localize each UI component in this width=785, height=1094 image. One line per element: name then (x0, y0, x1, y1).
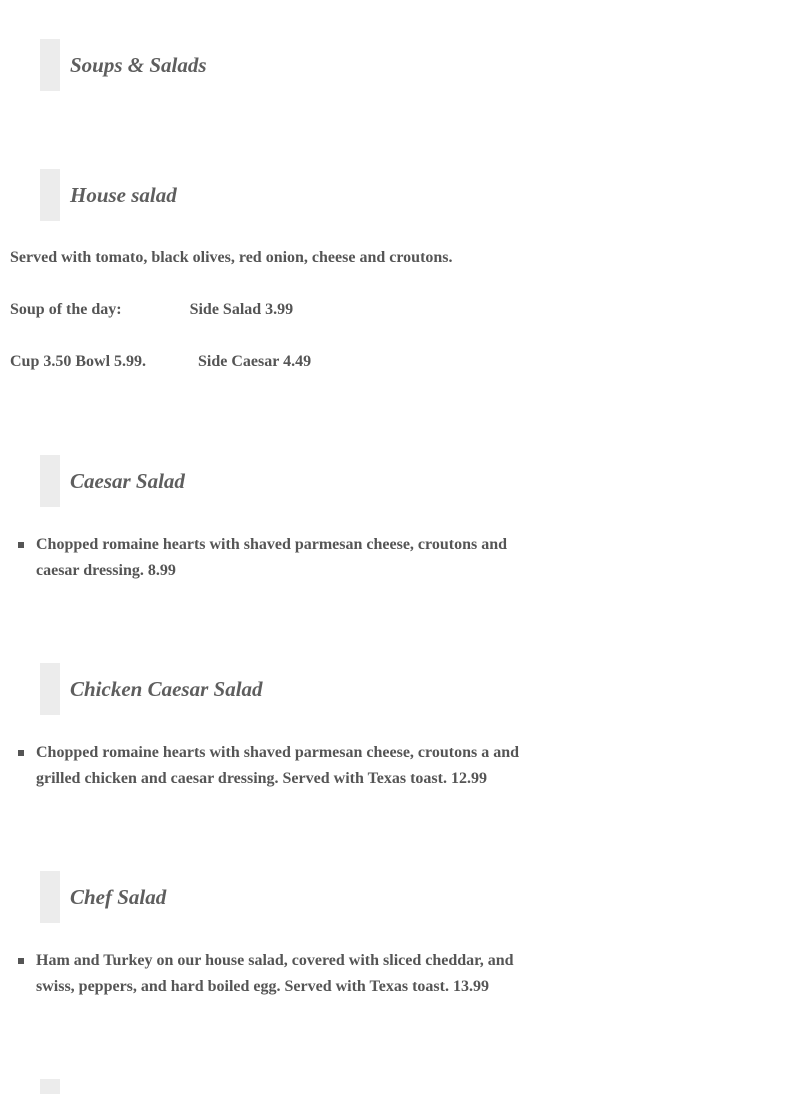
side-caesar-price: Side Caesar 4.49 (198, 353, 312, 370)
list-item (18, 948, 528, 1000)
section-heading-caesar-salad (40, 455, 185, 507)
heading-accent-bar (40, 871, 60, 923)
section-heading-house-salad (40, 169, 177, 221)
house-salad-cup-line (10, 353, 311, 371)
bullet-square-icon (18, 750, 24, 756)
heading-title: Chef Salad (70, 884, 167, 909)
heading-accent-bar (40, 1079, 60, 1094)
heading-title: Chicken Caesar Salad (70, 676, 263, 701)
house-salad-description: Served with tomato, black olives, red onion, cheese and croutons. (10, 249, 453, 266)
section-heading-soups-salads (40, 39, 207, 91)
chicken-caesar-salad-description: Chopped romaine hearts with shaved parmesan cheese, croutons a and grilled chicken and caesar dressing. Served with Texas toast. 12.99 (36, 744, 519, 787)
side-salad-price: Side Salad 3.99 (189, 301, 294, 318)
heading-accent-bar (40, 39, 60, 91)
chef-salad-description: Ham and Turkey on our house salad, covered with sliced cheddar, and swiss, peppers, and hard boiled egg. Served with Texas toast. 13.99 (36, 952, 514, 995)
caesar-salad-description: Chopped romaine hearts with shaved parmesan cheese, croutons and caesar dressing. 8.99 (36, 536, 507, 579)
section-heading-chef-salad (40, 871, 166, 923)
section-heading-chicken-caesar-salad (40, 663, 263, 715)
heading-accent-bar (40, 663, 60, 715)
bullet-square-icon (18, 958, 24, 964)
list-item (18, 532, 528, 584)
heading-title: Soups & Salads (70, 52, 207, 77)
bullet-square-icon (18, 542, 24, 548)
cup-bowl-price: Cup 3.50 Bowl 5.99. (10, 353, 147, 370)
heading-accent-bar (40, 169, 60, 221)
house-salad-soup-line (10, 301, 293, 319)
heading-title: Caesar Salad (70, 468, 185, 493)
soup-of-the-day-label: Soup of the day: (10, 301, 122, 318)
list-item (18, 740, 528, 792)
heading-accent-bar (40, 455, 60, 507)
heading-title: House salad (70, 182, 177, 207)
